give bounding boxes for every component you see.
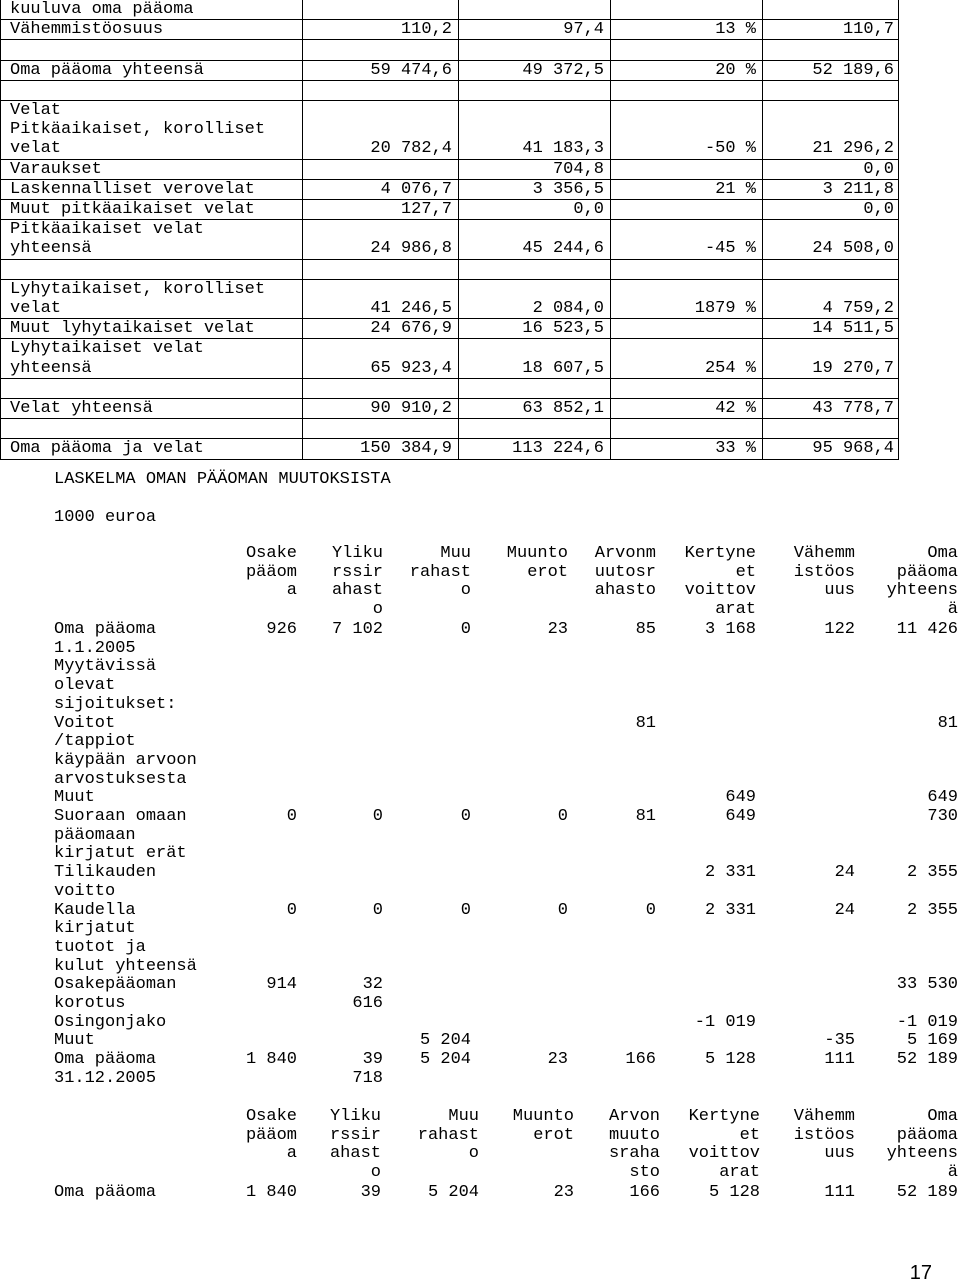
column-header: o: [372, 600, 383, 620]
table-rule: [0, 418, 899, 419]
cell-value: 0: [645, 900, 656, 920]
cell-value: 52 189: [896, 1183, 958, 1202]
balance-label: Laskennalliset verovelat: [10, 179, 255, 199]
column-header: o: [468, 1144, 479, 1164]
balance-value: 110,2: [400, 20, 452, 40]
row-label: /tappiot: [54, 732, 136, 752]
column-header: Osake: [245, 1107, 297, 1126]
column-header: voittov: [684, 581, 756, 601]
cell-value: 914: [266, 975, 297, 995]
balance-label: Pitkäaikaiset velat: [10, 220, 204, 240]
balance-value: 254 %: [704, 358, 756, 378]
column-header: arat: [715, 600, 756, 620]
row-label: Voitot: [54, 713, 116, 733]
row-label: Osingonjako: [54, 1012, 167, 1032]
balance-value: 24 676,9: [370, 319, 452, 339]
column-header: Yliku: [331, 544, 383, 563]
row-label: sijoitukset:: [54, 694, 177, 714]
column-header: yhteens: [886, 581, 958, 601]
balance-value: 21 %: [715, 179, 756, 199]
row-label: Muut: [54, 788, 95, 808]
column-header: ä: [947, 600, 958, 620]
balance-value: 45 244,6: [522, 239, 604, 259]
column-header: uus: [824, 1144, 855, 1164]
column-header: yhteens: [886, 1144, 958, 1164]
column-header: Oma: [927, 1107, 958, 1126]
row-label: Myytävissä: [54, 657, 157, 677]
cell-value: 122: [824, 620, 855, 639]
row-label: kirjatut erät: [54, 844, 187, 864]
balance-value: 90 910,2: [370, 399, 452, 418]
column-header: uus: [824, 581, 855, 601]
row-label: voitto: [54, 881, 116, 901]
table-rule: [0, 159, 899, 160]
column-header: sraha: [608, 1144, 660, 1164]
cell-value: 24: [834, 900, 855, 920]
balance-value: 97,4: [563, 20, 604, 40]
balance-value: 18 607,5: [522, 358, 604, 378]
table-rule: [0, 60, 899, 61]
row-label: Tilikauden: [54, 863, 157, 883]
column-header: Arvon: [608, 1107, 660, 1126]
cell-value: 2 355: [906, 863, 958, 883]
cell-value: -1 019: [896, 1012, 958, 1032]
column-header: voittov: [688, 1144, 760, 1164]
column-header: sto: [629, 1163, 660, 1183]
table-rule: [0, 459, 899, 460]
table-rule: [0, 438, 899, 439]
column-header: istöos: [793, 1125, 855, 1145]
balance-value: 113 224,6: [512, 439, 604, 459]
column-header: pääoma: [896, 562, 958, 582]
cell-value: 2 331: [704, 863, 756, 883]
cell-value: 111: [824, 1183, 855, 1202]
column-header: rahast: [417, 1125, 479, 1145]
column-header: istöos: [793, 562, 855, 582]
balance-value: 0,0: [573, 200, 604, 219]
column-header: Muunto: [512, 1107, 574, 1126]
row-label: Muut: [54, 1031, 95, 1051]
cell-value: 5 204: [427, 1183, 479, 1202]
row-label: Suoraan omaan: [54, 807, 187, 826]
table-rule: [0, 80, 899, 81]
column-header: o: [460, 581, 471, 601]
cell-value: 649: [725, 807, 756, 826]
row-label: 1.1.2005: [54, 638, 136, 658]
balance-label: kuuluva oma pääoma: [10, 0, 194, 19]
balance-value: 21 296,2: [812, 139, 894, 159]
balance-label: Muut pitkäaikaiset velat: [10, 200, 255, 219]
cell-value: 0: [557, 807, 568, 826]
cell-value: 0: [460, 807, 471, 826]
column-header: Vähemm: [793, 544, 855, 563]
cell-value: 81: [635, 807, 656, 826]
balance-label: Lyhytaikaiset velat: [10, 339, 204, 359]
table-rule: [0, 19, 899, 20]
balance-label: yhteensä: [10, 239, 92, 259]
cell-value: 5 204: [419, 1031, 471, 1051]
balance-value: 43 778,7: [812, 399, 894, 418]
balance-value: 704,8: [552, 159, 604, 179]
cell-value: 11 426: [896, 620, 958, 639]
column-header: Muu: [440, 544, 471, 563]
column-header: Muunto: [506, 544, 568, 563]
cell-value: 2 331: [704, 900, 756, 920]
balance-value: -50 %: [704, 139, 756, 159]
cell-value: 81: [635, 713, 656, 733]
row-label: 31.12.2005: [54, 1068, 157, 1088]
column-header: rssir: [331, 562, 383, 582]
cell-value: 24: [834, 863, 855, 883]
balance-label: Pitkäaikaiset, korolliset: [10, 120, 266, 140]
balance-value: 65 923,4: [370, 358, 452, 378]
cell-value: 0: [460, 620, 471, 639]
table-rule: [0, 219, 899, 220]
balance-value: 20 782,4: [370, 139, 452, 159]
balance-value: 59 474,6: [370, 60, 452, 80]
balance-value: 4 076,7: [380, 179, 452, 199]
row-label: Oma pääoma: [54, 1183, 157, 1202]
balance-value: 14 511,5: [812, 319, 894, 339]
balance-label: Vähemmistöosuus: [10, 20, 164, 40]
table-column-rule: [762, 0, 763, 459]
cell-value: -35: [824, 1031, 855, 1051]
column-header: o: [370, 1163, 381, 1183]
row-label: korotus: [54, 994, 126, 1013]
row-label: arvostuksesta: [54, 769, 187, 789]
balance-value: 0,0: [863, 159, 894, 179]
column-header: et: [739, 1125, 760, 1145]
table-rule: [0, 398, 899, 399]
cell-value: 85: [635, 620, 656, 639]
cell-value: 0: [372, 900, 383, 920]
column-header: muuto: [608, 1125, 660, 1145]
changes-title: LASKELMA OMAN PÄÄOMAN MUUTOKSISTA: [54, 470, 391, 489]
row-label: Kaudella: [54, 900, 136, 920]
balance-value: 16 523,5: [522, 319, 604, 339]
column-header: rahast: [409, 562, 471, 582]
column-header: Vähemm: [793, 1107, 855, 1126]
table-rule: [0, 279, 899, 280]
column-header: arat: [719, 1163, 760, 1183]
table-rule: [0, 338, 899, 339]
cell-value: -1 019: [694, 1012, 756, 1032]
balance-value: 150 384,9: [360, 439, 452, 459]
table-column-rule: [610, 0, 611, 459]
column-header: ahasto: [594, 581, 656, 601]
column-header: Osake: [245, 544, 297, 563]
row-label: kirjatut: [54, 919, 136, 939]
table-rule: [0, 199, 899, 200]
cell-value: 5 204: [419, 1050, 471, 1070]
table-rule: [0, 318, 899, 319]
cell-value: 33 530: [896, 975, 958, 995]
cell-value: 23: [547, 1050, 568, 1070]
balance-value: 1879 %: [694, 299, 756, 318]
balance-value: 52 189,6: [812, 60, 894, 80]
cell-value: 81: [937, 713, 958, 733]
cell-value: 718: [352, 1068, 383, 1088]
column-header: Yliku: [329, 1107, 381, 1126]
cell-value: 1 840: [245, 1050, 297, 1070]
cell-value: 926: [266, 620, 297, 639]
balance-value: 4 759,2: [822, 299, 894, 318]
column-header: Kertyne: [684, 544, 756, 563]
balance-value: -45 %: [704, 239, 756, 259]
table-rule: [0, 259, 899, 260]
balance-value: 33 %: [715, 439, 756, 459]
balance-value: 63 852,1: [522, 399, 604, 418]
column-header: pääom: [245, 1125, 297, 1145]
cell-value: 5 169: [906, 1031, 958, 1051]
table-column-rule: [0, 0, 1, 459]
balance-value: 2 084,0: [532, 299, 604, 318]
cell-value: 2 355: [906, 900, 958, 920]
table-rule: [0, 378, 899, 379]
balance-value: 127,7: [400, 200, 452, 219]
balance-label: Muut lyhytaikaiset velat: [10, 319, 255, 339]
column-header: ä: [947, 1163, 958, 1183]
balance-label: velat: [10, 299, 62, 318]
table-column-rule: [302, 0, 303, 459]
row-label: tuotot ja: [54, 937, 146, 957]
column-header: pääoma: [896, 1125, 958, 1145]
cell-value: 0: [372, 807, 383, 826]
cell-value: 3 168: [704, 620, 756, 639]
column-header: Muu: [448, 1107, 479, 1126]
balance-label: Velat yhteensä: [10, 399, 153, 418]
balance-value: 24 986,8: [370, 239, 452, 259]
column-header: erot: [527, 562, 568, 582]
column-header: Arvonm: [594, 544, 656, 563]
balance-value: 3 356,5: [532, 179, 604, 199]
balance-value: 41 183,3: [522, 139, 604, 159]
cell-value: 0: [557, 900, 568, 920]
cell-value: 7 102: [331, 620, 383, 639]
cell-value: 0: [286, 900, 297, 920]
row-label: Oma pääoma: [54, 620, 157, 639]
column-header: rssir: [329, 1125, 381, 1145]
balance-value: 19 270,7: [812, 358, 894, 378]
cell-value: 0: [460, 900, 471, 920]
cell-value: 166: [625, 1050, 656, 1070]
column-header: pääom: [245, 562, 297, 582]
balance-label: Lyhytaikaiset, korolliset: [10, 279, 266, 299]
balance-value: 41 246,5: [370, 299, 452, 318]
column-header: et: [735, 562, 756, 582]
cell-value: 39: [362, 1050, 383, 1070]
cell-value: 39: [360, 1183, 381, 1202]
balance-label: Oma pääoma yhteensä: [10, 60, 204, 80]
balance-value: 49 372,5: [522, 60, 604, 80]
cell-value: 23: [547, 620, 568, 639]
column-header: Kertyne: [688, 1107, 760, 1126]
cell-value: 730: [927, 807, 958, 826]
cell-value: 5 128: [708, 1183, 760, 1202]
balance-value: 13 %: [715, 20, 756, 40]
balance-label: velat: [10, 139, 62, 159]
table-column-rule: [458, 0, 459, 459]
column-header: a: [286, 581, 297, 601]
balance-value: 3 211,8: [822, 179, 894, 199]
balance-value: 95 968,4: [812, 439, 894, 459]
balance-label: Velat: [10, 101, 62, 120]
balance-label: Varaukset: [10, 159, 102, 179]
column-header: erot: [533, 1125, 574, 1145]
row-label: pääomaan: [54, 825, 136, 845]
cell-value: 32: [362, 975, 383, 995]
cell-value: 23: [553, 1183, 574, 1202]
column-header: uutosr: [594, 562, 656, 582]
cell-value: 649: [725, 788, 756, 808]
cell-value: 1 840: [245, 1183, 297, 1202]
column-header: ahast: [329, 1144, 381, 1164]
balance-value: 110,7: [842, 20, 894, 40]
page-number: 17: [909, 1262, 932, 1284]
balance-value: 42 %: [715, 399, 756, 418]
balance-value: 20 %: [715, 60, 756, 80]
balance-label: Oma pääoma ja velat: [10, 439, 204, 459]
cell-value: 616: [352, 994, 383, 1013]
cell-value: 166: [629, 1183, 660, 1202]
row-label: kulut yhteensä: [54, 956, 197, 976]
row-label: olevat: [54, 676, 116, 696]
cell-value: 111: [824, 1050, 855, 1070]
column-header: ahast: [331, 581, 383, 601]
row-label: käypään arvoon: [54, 750, 197, 770]
balance-label: yhteensä: [10, 358, 92, 378]
table-rule: [0, 179, 899, 180]
row-label: Osakepääoman: [54, 975, 177, 995]
table-rule: [0, 100, 899, 101]
cell-value: 52 189: [896, 1050, 958, 1070]
balance-value: 24 508,0: [812, 239, 894, 259]
column-header: a: [286, 1144, 297, 1164]
column-header: Oma: [927, 544, 958, 563]
cell-value: 5 128: [704, 1050, 756, 1070]
balance-value: 0,0: [863, 200, 894, 219]
cell-value: 0: [286, 807, 297, 826]
table-rule: [0, 39, 899, 40]
changes-unit: 1000 euroa: [54, 508, 157, 527]
table-column-rule: [898, 0, 899, 459]
row-label: Oma pääoma: [54, 1050, 157, 1070]
cell-value: 649: [927, 788, 958, 808]
